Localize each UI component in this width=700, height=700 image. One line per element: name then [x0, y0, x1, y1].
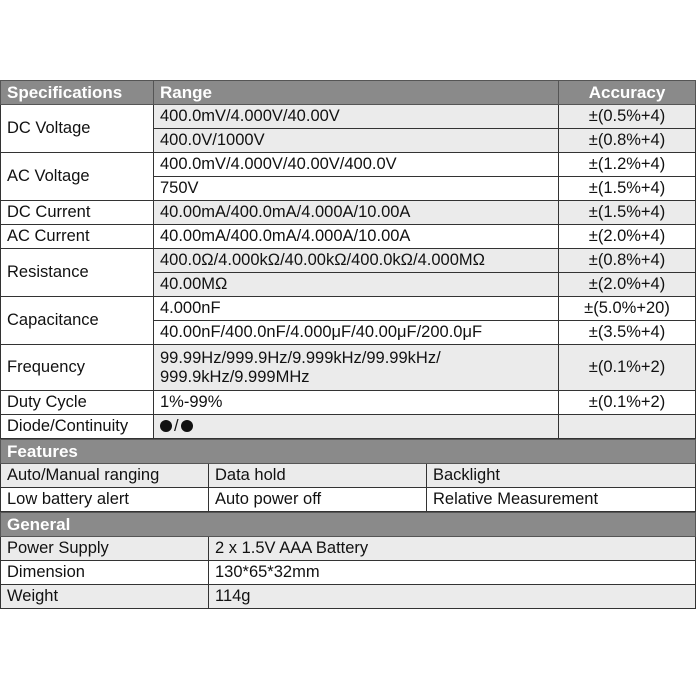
range-cell: 40.00mA/400.0mA/4.000A/10.00A [154, 201, 559, 225]
accuracy-cell: ±(0.1%+2) [559, 391, 696, 415]
accuracy-cell: ±(1.5%+4) [559, 201, 696, 225]
table-row [1, 297, 696, 321]
range-cell: 400.0mV/4.000V/40.00V [154, 105, 559, 129]
duty-cycle-label: Duty Cycle [1, 391, 154, 415]
table-row [1, 537, 696, 561]
feature-cell: Auto/Manual ranging [1, 464, 209, 488]
accuracy-cell: ±(5.0%+20) [559, 297, 696, 321]
accuracy-cell: ±(3.5%+4) [559, 321, 696, 345]
dimension-label: Dimension [1, 561, 209, 585]
range-header: Range [154, 81, 559, 105]
range-cell [154, 345, 559, 391]
general-header-row [1, 513, 696, 537]
range-cell: 400.0V/1000V [154, 129, 559, 153]
general-table [0, 512, 696, 609]
range-cell: 750V [154, 177, 559, 201]
table-row [1, 345, 696, 391]
range-cell: 400.0Ω/4.000kΩ/40.00kΩ/400.0kΩ/4.000MΩ [154, 249, 559, 273]
feature-cell: Auto power off [209, 488, 427, 512]
table-row [1, 415, 696, 439]
power-supply-label: Power Supply [1, 537, 209, 561]
table-row [1, 488, 696, 512]
accuracy-cell: ±(0.5%+4) [559, 105, 696, 129]
accuracy-cell: ±(1.5%+4) [559, 177, 696, 201]
features-table [0, 439, 696, 512]
ac-current-label: AC Current [1, 225, 154, 249]
accuracy-header: Accuracy [559, 81, 696, 105]
table-row [1, 561, 696, 585]
features-header-row [1, 440, 696, 464]
features-title: Features [1, 440, 696, 464]
general-title: General [1, 513, 696, 537]
ac-voltage-label: AC Voltage [1, 153, 154, 201]
feature-cell: Relative Measurement [427, 488, 696, 512]
capacitance-label: Capacitance [1, 297, 154, 345]
diode-separator: / [174, 417, 179, 435]
table-row [1, 105, 696, 129]
spec-header-row [1, 81, 696, 105]
frequency-range-line2: 999.9kHz/9.999MHz [160, 367, 310, 386]
spec-sheet [0, 80, 695, 609]
accuracy-cell: ±(2.0%+4) [559, 225, 696, 249]
range-cell [154, 415, 559, 439]
continuity-dot-icon [181, 420, 193, 432]
spec-header: Specifications [1, 81, 154, 105]
range-cell: 1%-99% [154, 391, 559, 415]
range-cell: 40.00MΩ [154, 273, 559, 297]
range-cell: 4.000nF [154, 297, 559, 321]
range-cell: 40.00mA/400.0mA/4.000A/10.00A [154, 225, 559, 249]
accuracy-cell: ±(1.2%+4) [559, 153, 696, 177]
feature-cell: Data hold [209, 464, 427, 488]
weight-value: 114g [209, 585, 696, 609]
table-row [1, 201, 696, 225]
frequency-label: Frequency [1, 345, 154, 391]
table-row [1, 585, 696, 609]
range-cell: 40.00nF/400.0nF/4.000μF/40.00μF/200.0μF [154, 321, 559, 345]
accuracy-cell: ±(0.1%+2) [559, 345, 696, 391]
feature-cell: Backlight [427, 464, 696, 488]
table-row [1, 249, 696, 273]
diode-dot-icon [160, 420, 172, 432]
dimension-value: 130*65*32mm [209, 561, 696, 585]
accuracy-cell: ±(2.0%+4) [559, 273, 696, 297]
accuracy-cell: ±(0.8%+4) [559, 249, 696, 273]
weight-label: Weight [1, 585, 209, 609]
feature-cell: Low battery alert [1, 488, 209, 512]
specifications-table [0, 80, 696, 439]
table-row [1, 225, 696, 249]
table-row [1, 391, 696, 415]
table-row [1, 464, 696, 488]
table-row [1, 153, 696, 177]
diode-continuity-label: Diode/Continuity [1, 415, 154, 439]
dc-current-label: DC Current [1, 201, 154, 225]
frequency-range-line1: 99.99Hz/999.9Hz/9.999kHz/99.99kHz/ [160, 348, 441, 367]
accuracy-cell: ±(0.8%+4) [559, 129, 696, 153]
resistance-label: Resistance [1, 249, 154, 297]
range-cell: 400.0mV/4.000V/40.00V/400.0V [154, 153, 559, 177]
dc-voltage-label: DC Voltage [1, 105, 154, 153]
accuracy-cell [559, 415, 696, 439]
power-supply-value: 2 x 1.5V AAA Battery [209, 537, 696, 561]
